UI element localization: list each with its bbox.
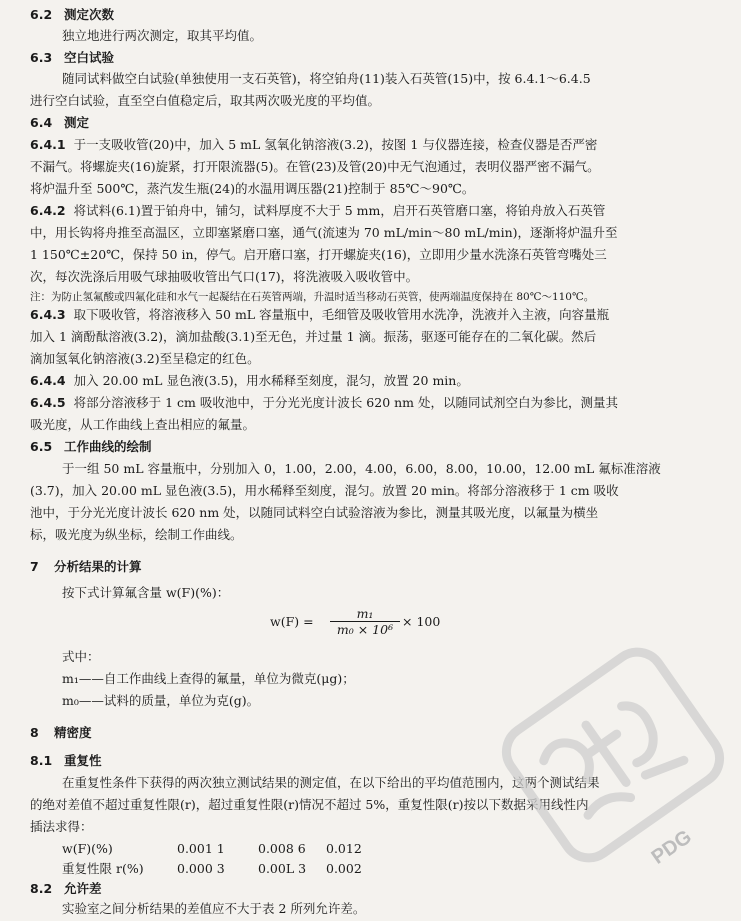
watermark-stamp <box>498 640 728 870</box>
table-cell: 0.008 6 <box>258 841 306 856</box>
paragraph-line: (3.7)，加入 20.00 mL 显色液(3.5)，用水稀释至刻度，混匀。放置 20 min。将部分溶液移于 1 cm 吸收 <box>30 483 619 498</box>
legend-item: m₀——试料的质量，单位为克(g)。 <box>62 693 260 708</box>
paragraph-line: 将炉温升至 500℃，蒸汽发生瓶(24)的水温用调压器(21)控制于 85℃～90℃。 <box>30 181 475 196</box>
table-cell: 0.00L 3 <box>258 861 307 876</box>
legend-item: m₁——自工作曲线上查得的氟量，单位为微克(μg)； <box>62 671 355 686</box>
paragraph-line: 的绝对差值不超过重复性限(r)，超过重复性限(r)情况不超过 5%，重复性限(r)按以下数据采用线性内 <box>30 797 589 812</box>
paragraph-line: 吸光度，从工作曲线上查出相应的氟量。 <box>30 417 256 432</box>
table-cell: 0.002 <box>326 861 362 876</box>
formula-multiplier: × 100 <box>402 614 441 629</box>
heading-8-1: 8.1 重复性 <box>30 753 102 768</box>
table-cell: 重复性限 r(%) <box>62 861 144 876</box>
heading-8-2: 8.2 允许差 <box>30 881 102 896</box>
clause-number: 6.4.2 <box>30 203 66 218</box>
clause-number: 6.4.3 <box>30 307 66 322</box>
heading-7: 7 分析结果的计算 <box>30 559 142 574</box>
formula-lhs: w(F) = <box>270 614 314 629</box>
formula <box>270 606 490 640</box>
legend-intro: 式中： <box>62 649 100 664</box>
paragraph: 实验室之间分析结果的差值应不大于表 2 所列允许差。 <box>62 901 366 916</box>
heading-6-4: 6.4 测定 <box>30 115 90 130</box>
table-cell: 0.001 1 <box>177 841 225 856</box>
note: 注：为防止氢氟酸或四氟化硅和水气一起凝结在石英管两端，升温时适当移动石英管，使两端温度保持在 80℃～110℃。 <box>30 291 595 303</box>
paragraph-line: 加入 1 滴酚酞溶液(3.2)，滴加盐酸(3.1)至无色，并过量 1 滴。振荡，驱逐可能存在的二氧化碳。然后 <box>30 329 597 344</box>
heading-6-2: 6.2 测定次数 <box>30 7 115 22</box>
paragraph-line: 滴加氢氧化钠溶液(3.2)至呈稳定的红色。 <box>30 351 260 366</box>
paragraph-line: 池中，于分光光度计波长 620 nm 处，以随同试料空白试验溶液为参比，测量其吸光度，以氟量为横坐 <box>30 505 599 520</box>
heading-6-5: 6.5 工作曲线的绘制 <box>30 439 152 454</box>
paragraph-line: 6.4.1 于一支吸收管(20)中，加入 5 mL 氢氧化钠溶液(3.2)，按图 1 与仪器连接，检查仪器是否严密 <box>30 137 598 152</box>
clause-number: 6.4.1 <box>30 137 66 152</box>
paragraph-line: 随同试料做空白试验(单独使用一支石英管)，将空铂舟(11)装入石英管(15)中，按 6.4.1～6.4.5 <box>62 71 591 86</box>
heading-8: 8 精密度 <box>30 725 92 740</box>
paragraph-line: 次，每次洗涤后用吸气球抽吸收管出气口(17)，将洗液吸入吸收管中。 <box>30 269 419 284</box>
paragraph-line: 于一组 50 mL 容量瓶中，分别加入 0，1.00，2.00，4.00，6.00，8.00，10.00，12.00 mL 氟标准溶液 <box>62 461 661 476</box>
paragraph-line: 不漏气。将螺旋夹(16)旋紧，打开限流器(5)。在管(23)及管(20)中无气泡通过，表明仪器严密不漏气。 <box>30 159 600 174</box>
watermark-text: PDG <box>647 825 696 869</box>
paragraph-line: 6.4.2 将试料(6.1)置于铂舟中，铺匀，试料厚度不大于 5 mm，启开石英管磨口塞，将铂舟放入石英管 <box>30 203 606 218</box>
clause-number: 6.4.4 <box>30 373 66 388</box>
table-cell: 0.012 <box>326 841 362 856</box>
paragraph-line: 中，用长钩将舟推至高温区，立即塞紧磨口塞，通气(流速为 70 mL/min～80 mL/min)，逐渐将炉温升至 <box>30 225 618 240</box>
paragraph-line: 插法求得： <box>30 819 93 834</box>
paragraph-line: 6.4.3 取下吸收管，将溶液移入 50 mL 容量瓶中，毛细管及吸收管用水洗净，洗液并入主液，向容量瓶 <box>30 307 610 322</box>
paragraph-line: 在重复性条件下获得的两次独立测试结果的测定值，在以下给出的平均值范围内，这两个测试结果 <box>62 775 600 790</box>
heading-6-3: 6.3 空白试验 <box>30 50 115 65</box>
clause-number: 6.4.5 <box>30 395 66 410</box>
table-cell: 0.000 3 <box>177 861 225 876</box>
formula-fraction <box>330 606 400 637</box>
paragraph-line: 6.4.4 加入 20.00 mL 显色液(3.5)，用水稀释至刻度，混匀，放置 20 min。 <box>30 373 469 388</box>
paragraph-line: 标，吸光度为纵坐标，绘制工作曲线。 <box>30 527 243 542</box>
paragraph-line: 进行空白试验，直至空白值稳定后，取其两次吸光度的平均值。 <box>30 93 381 108</box>
table-cell: w(F)(%) <box>62 841 113 856</box>
paragraph: 按下式计算氟含量 w(F)(%)： <box>62 585 230 600</box>
paragraph: 独立地进行两次测定，取其平均值。 <box>62 28 263 43</box>
paragraph-line: 1 150℃±20℃，保持 50 in，停气。启开磨口塞，打开螺旋夹(16)，立即用少量水洗涤石英管弯嘴处三 <box>30 247 607 262</box>
paragraph-line: 6.4.5 将部分溶液移于 1 cm 吸收池中，于分光光度计波长 620 nm 处，以随同试剂空白为参比，测量其 <box>30 395 619 410</box>
formula-denominator: m₀ × 10⁶ <box>336 622 394 637</box>
formula-numerator: m₁ <box>330 606 400 622</box>
